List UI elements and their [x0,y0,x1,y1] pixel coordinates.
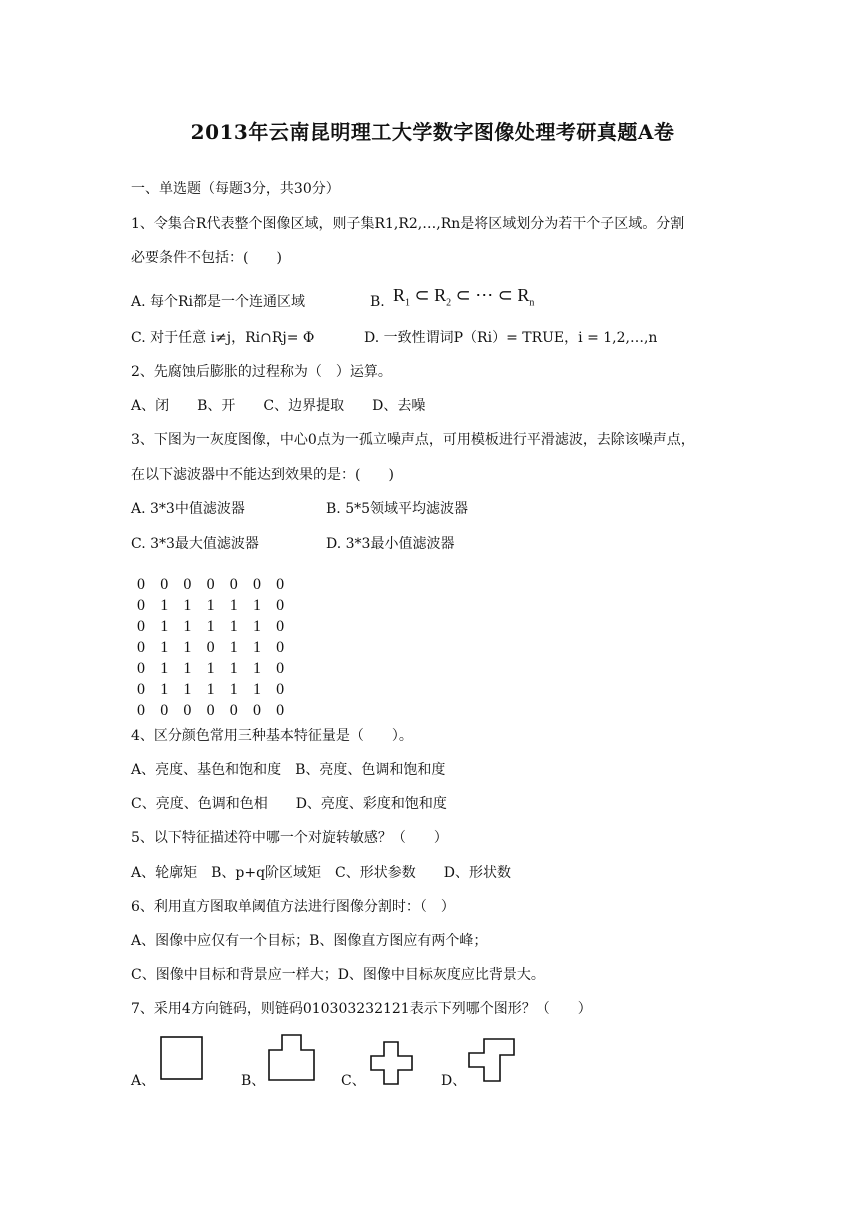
matrix-cell: 1 [160,597,169,614]
matrix-cell: 0 [160,702,169,719]
question-3-option-a: A. 3*3中值滤波器 [131,501,245,517]
question-4-options-line2: C、亮度、色调和色相 D、亮度、彩度和饱和度 [131,796,447,812]
matrix-cell: 1 [160,618,169,635]
matrix-row [137,658,299,679]
matrix-cell: 1 [252,618,261,635]
matrix-cell: 0 [137,660,145,677]
matrix-cell: 1 [229,597,238,614]
question-6-options-line1: A、图像中应仅有一个目标；B、图像直方图应有两个峰； [131,933,488,949]
question-6-stem: 6、利用直方图取单阈值方法进行图像分割时：（ ） [131,899,455,915]
matrix-row [137,574,299,595]
question-7-option-a-label: A、 [131,1073,156,1089]
matrix-cell: 1 [206,618,215,635]
question-1-option-a: A. 每个Ri都是一个连通区域 [131,294,306,310]
question-1-option-b-formula: $R_1$ ⊂ $R_2$ ⊂ ⋯ ⊂ $R_n$ [393,285,535,309]
matrix-cell: 1 [252,660,261,677]
question-5-stem: 5、以下特征描述符中哪一个对旋转敏感？（ ） [131,830,448,846]
matrix-cell: 1 [206,681,215,698]
question-5-options: A、轮廓矩 B、p+q阶区域矩 C、形状参数 D、形状数 [131,865,511,881]
question-7-stem: 7、采用4方向链码，则链码010303232121表示下列哪个图形？（ ） [131,1001,592,1017]
matrix-row [137,679,299,700]
page-title: 2013年云南昆明理工大学数字图像处理考研真题A卷 [190,120,675,144]
matrix-row [137,637,299,658]
question-3-option-b: B. 5*5领域平均滤波器 [326,501,469,517]
matrix-cell: 0 [276,576,285,593]
matrix-cell: 0 [183,576,192,593]
matrix-cell: 0 [160,576,169,593]
matrix-cell: 0 [137,702,145,719]
matrix-cell: 0 [137,618,145,635]
question-1-option-c: C. 对于任意 i≠j，Ri∩Rj= Φ [131,330,315,346]
matrix-cell: 0 [229,702,238,719]
shape-d-zigzag-icon [468,1038,516,1084]
matrix-cell: 1 [160,660,169,677]
question-7-option-b-label: B、 [241,1073,266,1089]
question-1-stem-line2: 必要条件不包括：( ) [131,250,282,266]
matrix-row [137,616,299,637]
matrix-cell: 0 [137,639,145,656]
matrix-cell: 0 [276,597,285,614]
matrix-cell: 0 [276,702,285,719]
matrix-cell: 1 [229,618,238,635]
shape-c-cross-icon [370,1041,414,1087]
matrix-cell: 1 [229,681,238,698]
matrix-row [137,700,299,721]
question-3-option-c: C. 3*3最大值滤波器 [131,536,259,552]
shape-b-stepped-icon [268,1034,316,1082]
matrix-cell: 1 [252,597,261,614]
question-7-option-d-label: D、 [441,1073,467,1089]
question-1-option-b-label: B. [370,294,385,310]
question-4-options-line1: A、亮度、基色和饱和度 B、亮度、色调和饱和度 [131,762,446,778]
matrix-cell: 1 [160,681,169,698]
matrix-cell: 1 [183,660,192,677]
question-1-option-d: D. 一致性谓词P（Ri）= TRUE，i = 1,2,…,n [364,330,658,346]
question-2-stem: 2、先腐蚀后膨胀的过程称为（ ）运算。 [131,364,392,380]
question-3-stem-line1: 3、下图为一灰度图像，中心0点为一孤立噪声点，可用模板进行平滑滤波，去除该噪声点， [131,432,695,448]
matrix-cell: 0 [206,576,215,593]
matrix-cell: 1 [183,681,192,698]
matrix-cell: 0 [252,576,261,593]
matrix-cell: 0 [137,681,145,698]
matrix-cell: 0 [252,702,261,719]
shape-a-square-icon [160,1036,204,1082]
question-4-stem: 4、区分颜色常用三种基本特征量是（ ）。 [131,728,413,744]
matrix-cell: 0 [206,702,215,719]
matrix-cell: 1 [183,597,192,614]
matrix-cell: 0 [276,660,285,677]
matrix-cell: 0 [137,576,145,593]
matrix-cell: 0 [276,618,285,635]
matrix-cell: 1 [229,639,238,656]
matrix-cell: 0 [229,576,238,593]
matrix-cell: 0 [276,681,285,698]
matrix-cell: 1 [252,639,261,656]
matrix-cell: 1 [160,639,169,656]
matrix-cell: 0 [183,702,192,719]
section-heading: 一、单选题（每题3分，共30分） [131,181,340,197]
matrix-cell: 1 [206,660,215,677]
question-6-options-line2: C、图像中目标和背景应一样大；D、图像中目标灰度应比背景大。 [131,967,545,983]
matrix-cell: 1 [183,618,192,635]
question-7-option-c-label: C、 [341,1073,366,1089]
matrix-cell: 1 [183,639,192,656]
question-3-option-d: D. 3*3最小值滤波器 [326,536,455,552]
matrix-row [137,595,299,616]
matrix-cell: 1 [229,660,238,677]
question-3-stem-line2: 在以下滤波器中不能达到效果的是：( ) [131,467,394,483]
question-1-stem-line1: 1、令集合R代表整个图像区域，则子集R1,R2,…,Rn是将区域划分为若干个子区域。分割 [131,216,685,232]
matrix-cell: 1 [252,681,261,698]
question-2-options: A、闭 B、开 C、边界提取 D、去噪 [131,398,426,414]
matrix-cell: 0 [276,639,285,656]
matrix-cell: 0 [137,597,145,614]
matrix-cell: 0 [206,639,215,656]
matrix-cell: 1 [206,597,215,614]
gray-image-matrix [137,574,299,721]
